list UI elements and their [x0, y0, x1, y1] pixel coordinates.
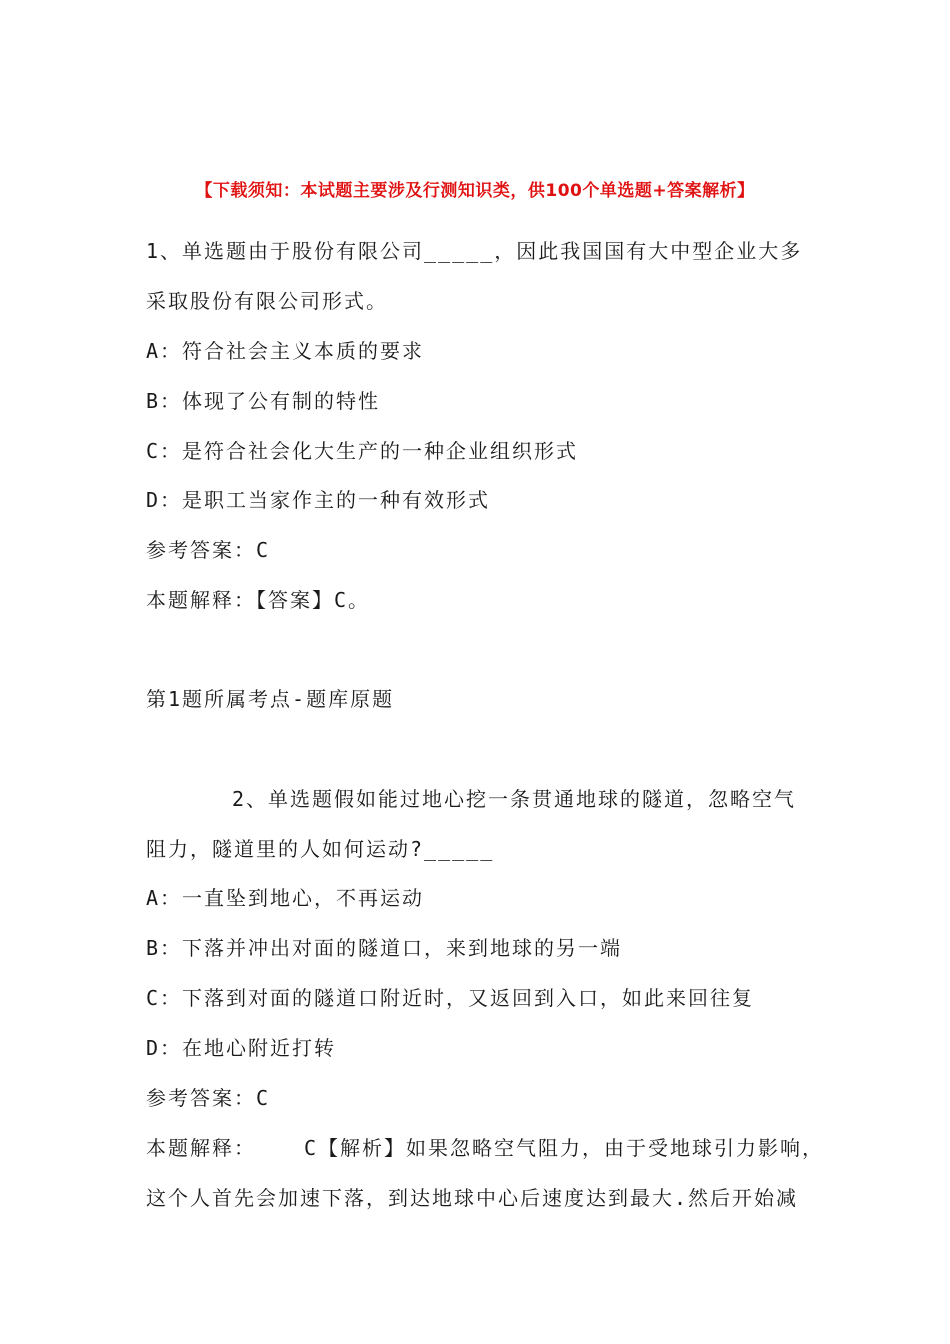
q2-option-d: D：在地心附近打转 — [146, 1036, 337, 1060]
q1-option-d: D：是职工当家作主的一种有效形式 — [146, 488, 491, 512]
q2-stem-line1: 2、单选题假如能过地心挖一条贯通地球的隧道，忽略空气 — [232, 787, 797, 811]
q2-explanation-label: 本题解释： — [146, 1136, 256, 1160]
q1-stem-line1: 1、单选题由于股份有限公司_____，因此我国国有大中型企业大多 — [146, 239, 803, 263]
q2-option-a: A：一直坠到地心，不再运动 — [146, 886, 425, 910]
q1-option-a: A：符合社会主义本质的要求 — [146, 339, 425, 363]
q2-stem-line2: 阻力，隧道里的人如何运动?_____ — [146, 837, 495, 861]
q1-option-c: C：是符合社会化大生产的一种企业组织形式 — [146, 439, 579, 463]
q1-stem-line2: 采取股份有限公司形式。 — [146, 289, 388, 313]
q2-explanation-text: C【解析】如果忽略空气阻力，由于受地球引力影响， — [304, 1136, 825, 1160]
q1-answer: 参考答案：C — [146, 538, 271, 562]
q2-explanation-line2: 这个人首先会加速下落，到达地球中心后速度达到最大.然后开始减 — [146, 1186, 799, 1210]
q1-option-b: B：体现了公有制的特性 — [146, 389, 381, 413]
q2-option-c: C：下落到对面的隧道口附近时，又返回到入口，如此来回往复 — [146, 986, 755, 1010]
q1-topic: 第1题所属考点-题库原题 — [146, 687, 395, 711]
q2-option-b: B：下落并冲出对面的隧道口，来到地球的另一端 — [146, 936, 623, 960]
q2-explanation-line1 — [146, 1135, 824, 1161]
q2-answer: 参考答案：C — [146, 1086, 271, 1110]
q1-explanation: 本题解释：【答案】C。 — [146, 588, 371, 612]
download-notice: 【下载须知：本试题主要涉及行测知识类，供100个单选题+答案解析】 — [195, 181, 755, 201]
